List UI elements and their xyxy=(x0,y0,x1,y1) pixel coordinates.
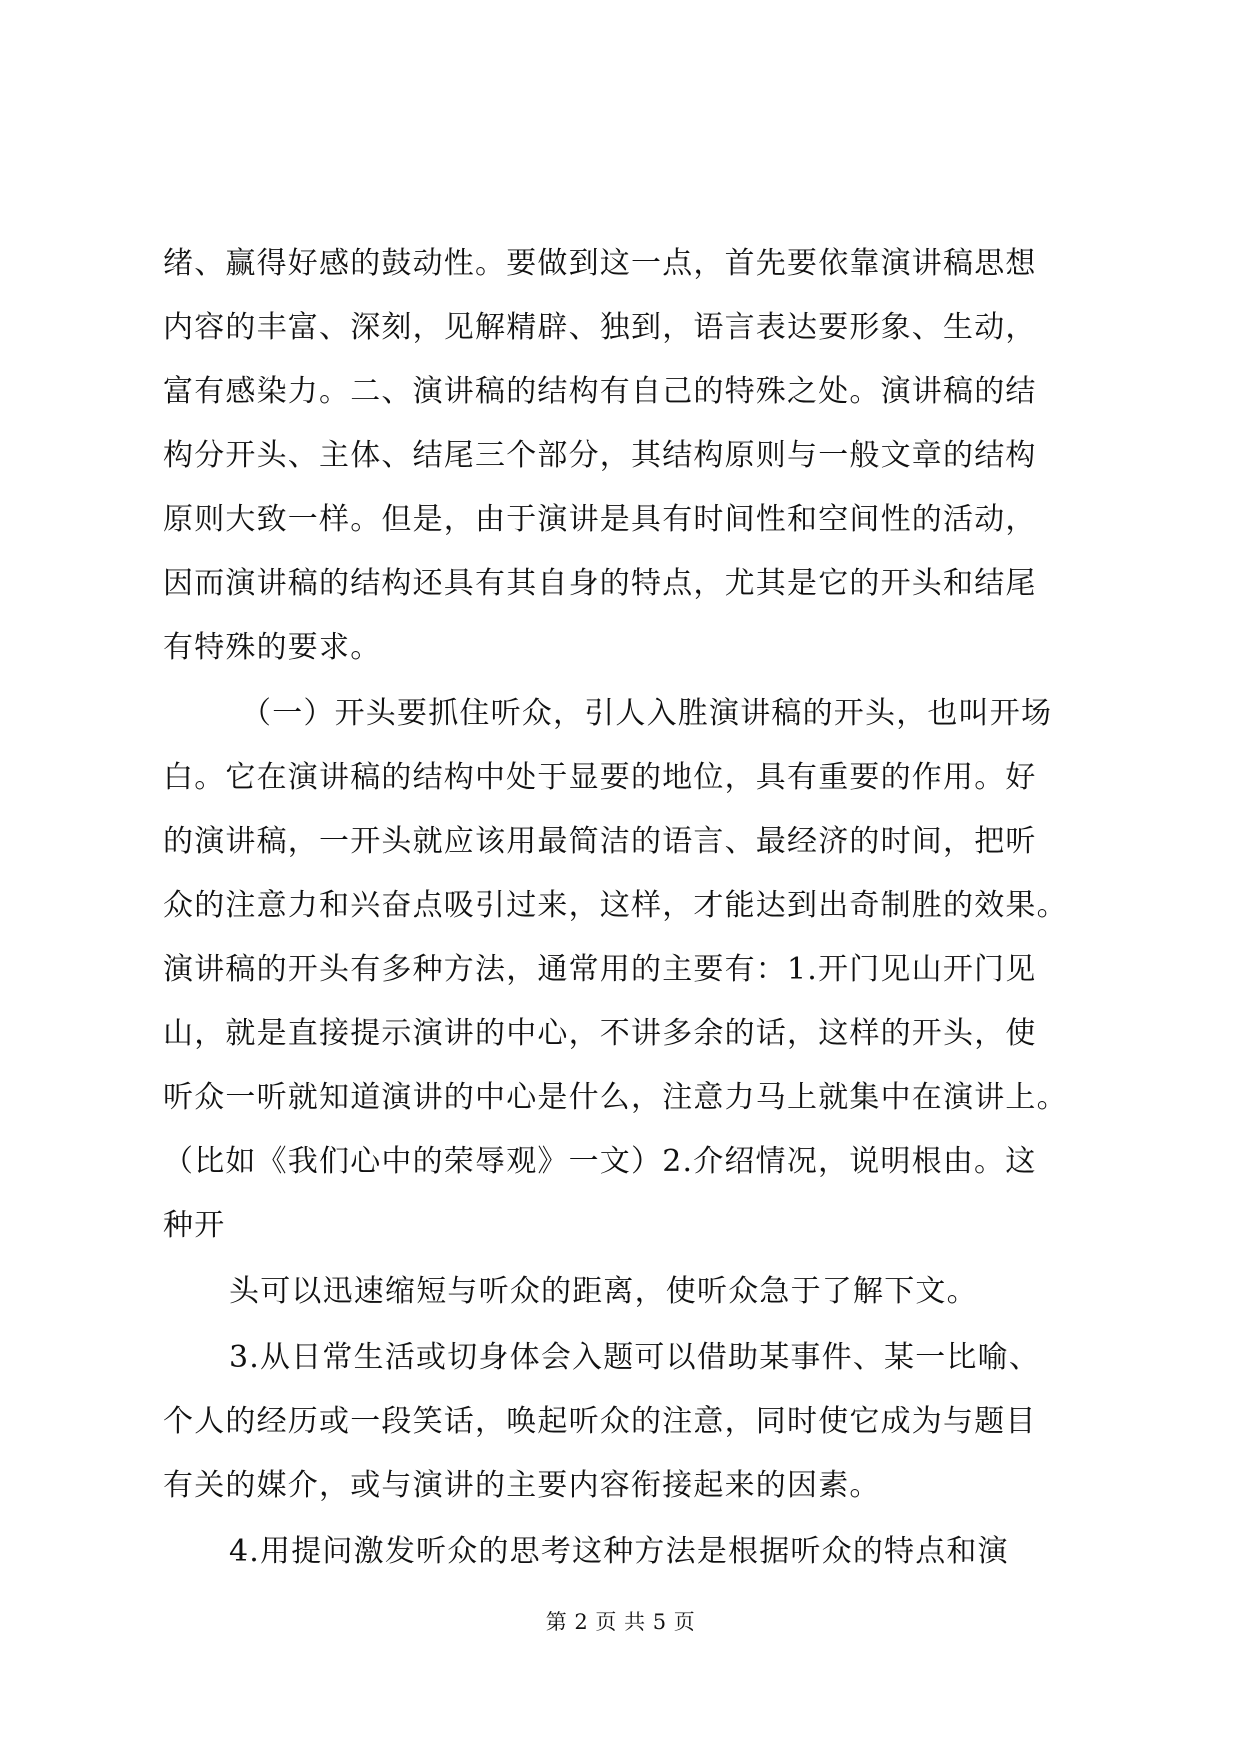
paragraph-first-line: （一）开头要抓住听众，引人入胜演讲稿的开头，也叫开场 xyxy=(241,696,1053,731)
text-line: 听众一听就知道演讲的中心是什么，注意力马上就集中在演讲上。 xyxy=(163,1080,1068,1115)
paragraph-first-line: 4.用提问激发听众的思考这种方法是根据听众的特点和演 xyxy=(229,1534,1009,1569)
text-line: 因而演讲稿的结构还具有其自身的特点，尤其是它的开头和结尾 xyxy=(163,566,1037,601)
text-line: （比如《我们心中的荣辱观》一文）2.介绍情况，说明根由。这 xyxy=(163,1144,1037,1179)
page-number-footer: 第 2 页 共 5 页 xyxy=(545,1610,696,1634)
paragraph-first-line: 头可以迅速缩短与听众的距离，使听众急于了解下文。 xyxy=(229,1274,978,1309)
text-line: 种开 xyxy=(163,1208,226,1243)
text-line: 的演讲稿，一开头就应该用最简洁的语言、最经济的时间，把听 xyxy=(163,824,1037,859)
text-line: 富有感染力。二、演讲稿的结构有自己的特殊之处。演讲稿的结 xyxy=(163,374,1037,409)
body-text xyxy=(163,232,1078,1584)
text-line: 有关的媒介，或与演讲的主要内容衔接起来的因素。 xyxy=(163,1468,881,1503)
paragraph-first-line: 3.从日常生活或切身体会入题可以借助某事件、某一比喻、 xyxy=(229,1340,1041,1375)
text-line: 内容的丰富、深刻，见解精辟、独到，语言表达要形象、生动， xyxy=(163,310,1037,345)
text-line: 构分开头、主体、结尾三个部分，其结构原则与一般文章的结构 xyxy=(163,438,1037,473)
text-line: 有特殊的要求。 xyxy=(163,630,382,665)
text-line: 白。它在演讲稿的结构中处于显要的地位，具有重要的作用。好 xyxy=(163,760,1037,795)
text-line: 众的注意力和兴奋点吸引过来，这样，才能达到出奇制胜的效果。 xyxy=(163,888,1068,923)
text-line: 原则大致一样。但是，由于演讲是具有时间性和空间性的活动， xyxy=(163,502,1037,537)
text-line: 山，就是直接提示演讲的中心，不讲多余的话，这样的开头，使 xyxy=(163,1016,1037,1051)
text-line: 个人的经历或一段笑话，唤起听众的注意，同时使它成为与题目 xyxy=(163,1404,1037,1439)
text-line: 绪、赢得好感的鼓动性。要做到这一点，首先要依靠演讲稿思想 xyxy=(163,246,1037,281)
text-line: 演讲稿的开头有多种方法，通常用的主要有：1.开门见山开门见 xyxy=(163,952,1037,987)
